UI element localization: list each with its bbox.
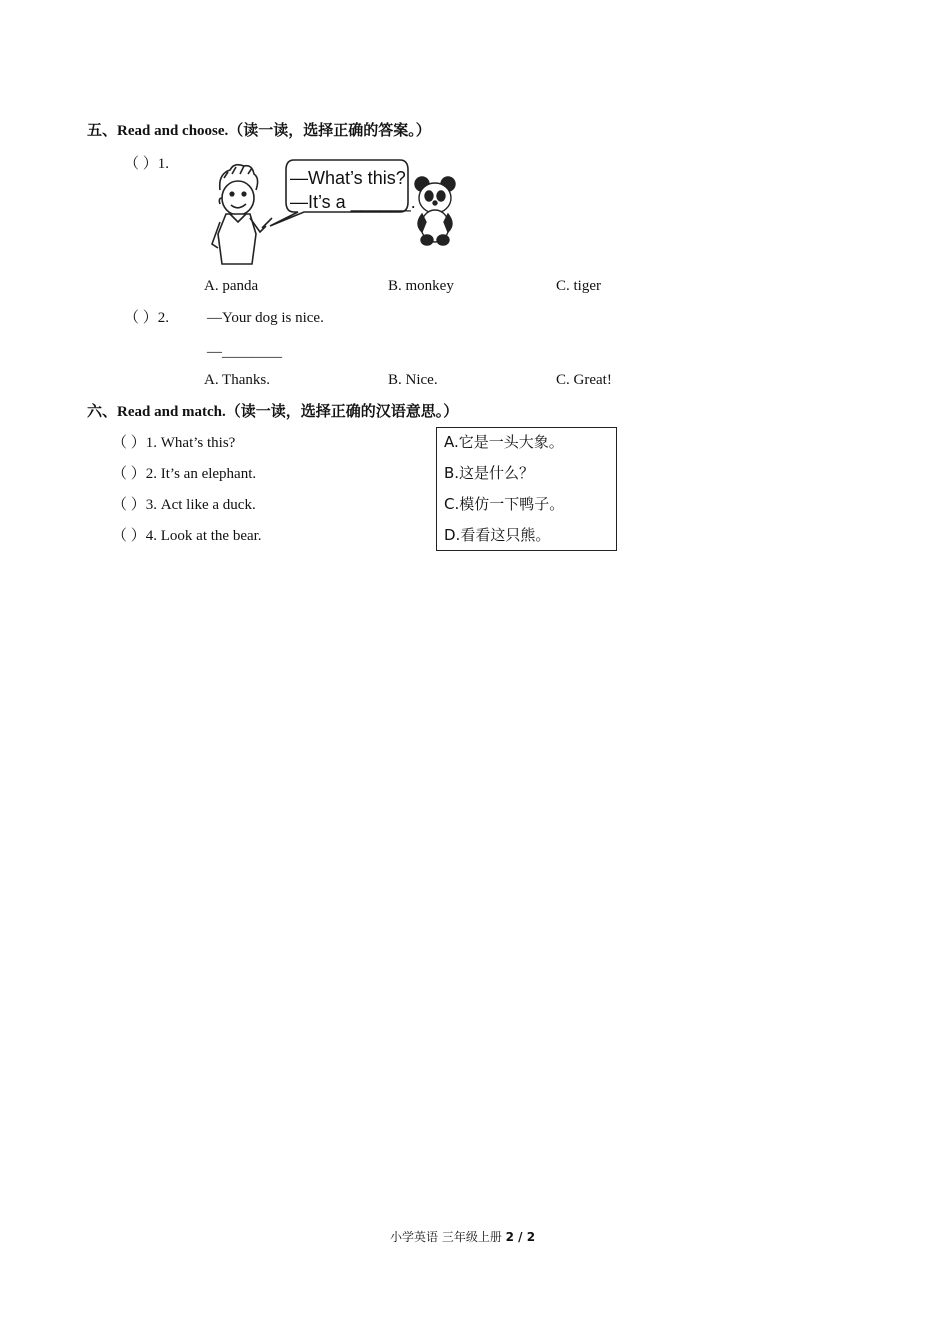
bubble-line-1: —What’s this? <box>290 168 406 188</box>
q2-bracket: （ ）2. <box>124 310 170 326</box>
section-6-number: 六、 <box>87 402 118 420</box>
q1-option-a: A. panda <box>204 278 259 294</box>
match-choice-c: C.模仿一下鸭子。 <box>444 495 565 513</box>
bubble-line-2: —It’s a ______. <box>290 192 416 212</box>
q1-bracket: （ ）1. <box>124 156 170 172</box>
q2-answer-line: —________ <box>207 344 282 360</box>
match-choice-d: D.看看这只熊。 <box>444 526 551 544</box>
footer-subject: 小学英语 三年级上册 <box>390 1230 502 1244</box>
section-5-title: Read and choose. <box>117 123 229 139</box>
match-item-4: （ ）4. Look at the bear. <box>112 528 262 544</box>
section-5-instruction: （读一读，选择正确的答案。） <box>228 121 431 139</box>
q2-question: —Your dog is nice. <box>207 310 324 326</box>
section-6-heading <box>87 404 458 420</box>
q2-option-b: B. Nice. <box>388 372 438 388</box>
page-footer <box>390 1231 535 1243</box>
section-5-heading <box>87 123 431 139</box>
section-5-number: 五、 <box>87 121 118 139</box>
match-choice-a: A.它是一头大象。 <box>444 433 564 451</box>
match-item-1: （ ）1. What’s this? <box>112 435 236 451</box>
q1-option-c: C. tiger <box>556 278 601 294</box>
q2-option-a: A. Thanks. <box>204 372 270 388</box>
footer-page-number: 2 / 2 <box>505 1230 536 1244</box>
match-item-2: （ ）2. It’s an elephant. <box>112 466 257 482</box>
match-item-3: （ ）3. Act like a duck. <box>112 497 256 513</box>
section-6-title: Read and match. <box>117 404 226 420</box>
panda-figure <box>415 177 455 245</box>
boy-figure <box>212 165 272 264</box>
match-choice-b: B.这是什么？ <box>444 464 535 482</box>
section-6-instruction: （读一读，选择正确的汉语意思。） <box>225 402 459 420</box>
q1-option-b: B. monkey <box>388 278 454 294</box>
q2-option-c: C. Great! <box>556 372 612 388</box>
